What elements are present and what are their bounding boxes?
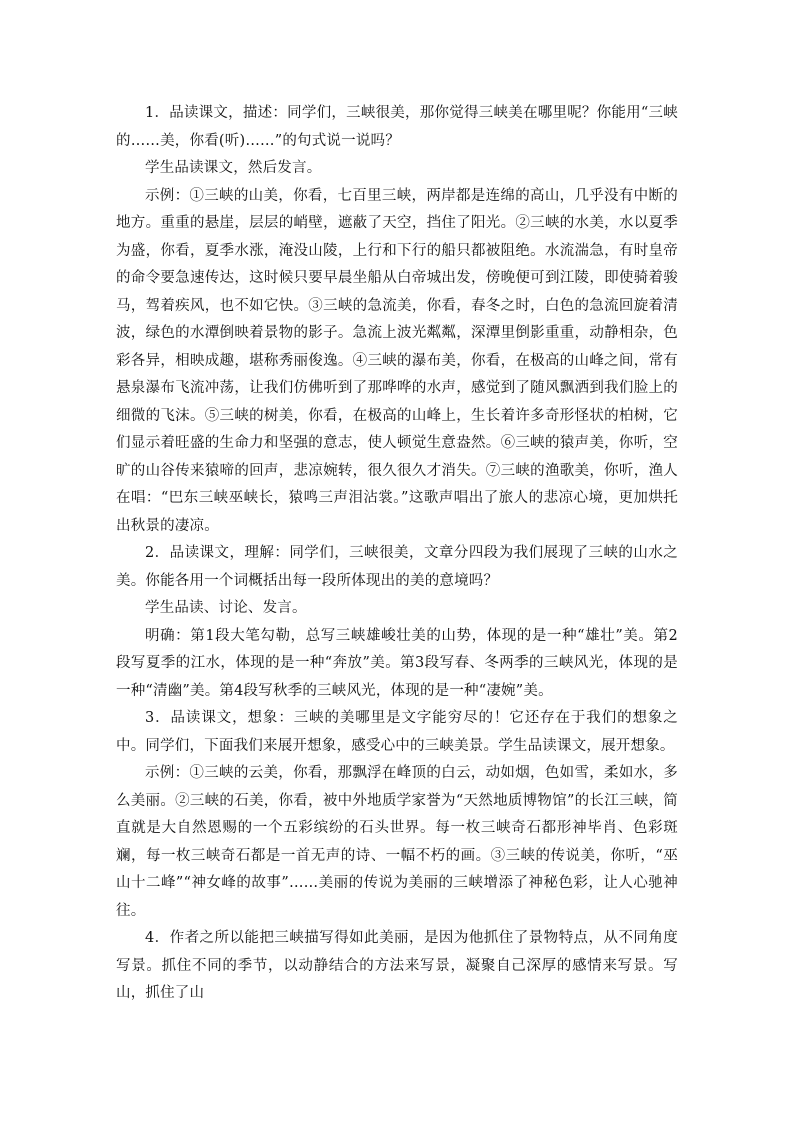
document-page [116,100,678,1008]
student-activity-1: 学生品读课文，然后发言。 [145,160,322,176]
question-2-paragraph: 2．品读课文，理解：同学们，三峡很美，文章分四段为我们展现了三峡的山水之美。你能各用一个词概括出每一段所体现出的美的意境吗？ [116,545,678,589]
question-3-paragraph: 3．品读课文，想象：三峡的美哪里是文字能穷尽的！它还存在于我们的想象之中。同学们，下面我们来展开想象，感受心中的三峡美景。学生品读课文，展开想象。 [116,710,678,754]
example-2-paragraph: 示例：①三峡的云美，你看，那飘浮在峰顶的白云，动如烟，色如雪，柔如水，多么美丽。②三峡的石美，你看，被中外地质学家誉为“天然地质博物馆”的长江三峡，简直就是大自然恩赐的一个五彩缤纷的石头世界。每一枚三峡奇石都形神毕肖、色彩斑斓，每一枚三峡奇石都是一首无声的诗、一幅不朽的画。③三峡的传说美，你听，“巫山十二峰”“神女峰的故事”……美丽的传说为美丽的三峡增添了神秘色彩，让人心驰神往。 [116,765,678,919]
example-1-paragraph: 示例：①三峡的山美，你看，七百里三峡，两岸都是连绵的高山，几乎没有中断的地方。重重的悬崖，层层的峭壁，遮蔽了天空，挡住了阳光。②三峡的水美，水以夏季为盛，你看，夏季水涨，淹没山陵，上行和下行的船只都被阻绝。水流湍急，有时皇帝的命令要急速传达，这时候只要早晨坐船从白帝城出发，傍晚便可到江陵，即使骑着骏马，驾着疾风，也不如它快。③三峡的急流美，你看，春冬之时，白色的急流回旋着清波，绿色的水潭倒映着景物的影子。急流上波光粼粼，深潭里倒影重重，动静相杂，色彩各异，相映成趣，堪称秀丽俊逸。④三峡的瀑布美，你看，在极高的山峰之间，常有悬泉瀑布飞流冲荡，让我们仿佛听到了那哗哗的水声，感觉到了随风飘洒到我们脸上的细微的飞沫。⑤三峡的树美，你看，在极高的山峰上，生长着许多奇形怪状的柏树，它们显示着旺盛的生命力和坚强的意志，使人顿觉生意盎然。⑥三峡的猿声美，你听，空旷的山谷传来猿啼的回声，悲凉婉转，很久很久才消失。⑦三峡的渔歌美，你听，渔人在唱：“巴东三峡巫峡长，猿鸣三声泪沾裳。”这歌声唱出了旅人的悲凉心境，更加烘托出秋景的凄凉。 [116,187,678,534]
clarification-paragraph: 明确：第1段大笔勾勒，总写三峡雄峻壮美的山势，体现的是一种“雄壮”美。第2段写夏季的江水，体现的是一种“奔放”美。第3段写春、冬两季的三峡风光，体现的是一种“清幽”美。第4段写秋季的三峡风光，体现的是一种“凄婉”美。 [116,627,678,699]
question-4-paragraph: 4．作者之所以能把三峡描写得如此美丽，是因为他抓住了景物特点，从不同角度写景。抓住不同的季节，以动静结合的方法来写景，凝聚自己深厚的感情来写景。写山，抓住了山 [116,930,678,1001]
question-1-paragraph: 1．品读课文，描述：同学们，三峡很美，那你觉得三峡美在哪里呢？你能用“三峡的……美，你看(听)……”的句式说一说吗？ [116,105,678,149]
student-activity-2: 学生品读、讨论、发言。 [145,600,307,616]
